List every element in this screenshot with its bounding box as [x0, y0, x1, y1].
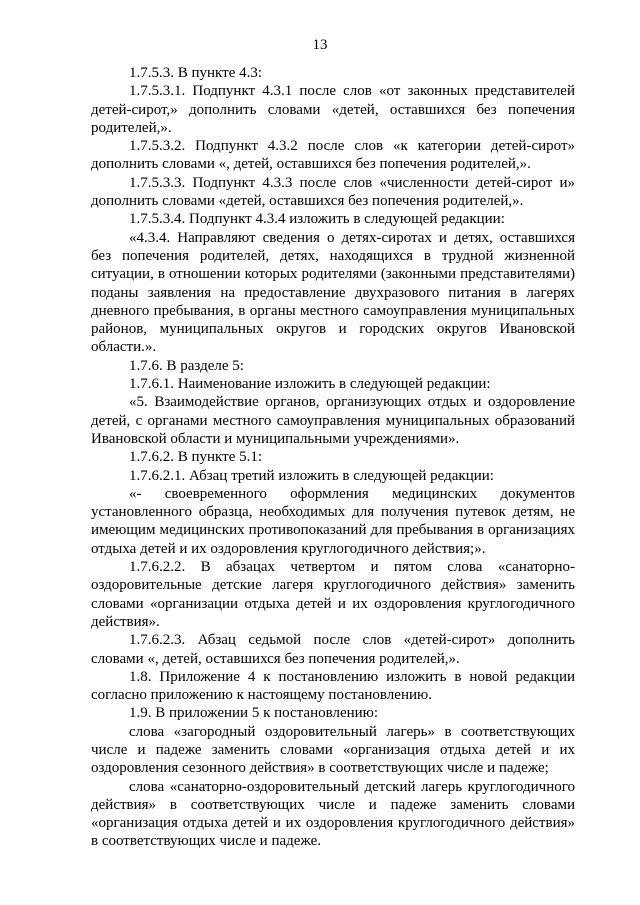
paragraph-1-7-5-3-1: 1.7.5.3.1. Подпункт 4.3.1 после слов «от законных представителей детей-сирот,» дополнить словами «детей, оставшихся без попечения родителей,». [91, 83, 575, 136]
paragraph-quote-abzac-3: «- своевременного оформления медицинских документов установленного образца, необходимых для получения путевок детям, не имеющим медицинских противопоказаний для пребывания в организациях отдыха детей и их оздоровления круглогодичного действия;». [91, 485, 575, 557]
paragraph-1-7-6-2-2: 1.7.6.2.2. В абзацах четвертом и пятом слова «санаторно-оздоровительные детские лагеря круглогодичного действия» заменить словами «организации отдыха детей и их оздоровления круглогодичного действия». [91, 559, 575, 630]
paragraph-1-7-6-2-3: 1.7.6.2.3. Абзац седьмой после слов «детей-сирот» дополнить словами «, детей, оставшихся без попечения родителей,». [91, 632, 575, 667]
paragraph-1-7-6: 1.7.6. В разделе 5: [129, 357, 244, 374]
page-number: 13 [312, 37, 328, 53]
paragraph-1-7-5-3-3: 1.7.5.3.3. Подпункт 4.3.3 после слов «численности детей-сирот и» дополнить словами «детей, оставшихся без попечения родителей,». [91, 174, 575, 210]
paragraph-1-9-words-1: слова «загородный оздоровительный лагерь» в соответствующих числе и падеже заменить словами «организация отдыха детей и их оздоровления сезонного действия» в соответствующих числе и падеже; [91, 723, 575, 777]
document-body [91, 64, 575, 851]
paragraph-1-9: 1.9. В приложении 5 к постановлению: [129, 705, 379, 722]
paragraph-1-7-5-3: 1.7.5.3. В пункте 4.3: [129, 65, 263, 81]
paragraph-quote-section-5: «5. Взаимодействие органов, организующих отдых и оздоровление детей, с органами местного самоуправления муниципальных образований Ивановской области и муниципальными учреждениями». [91, 394, 575, 447]
paragraph-1-7-6-2-1: 1.7.6.2.1. Абзац третий изложить в следующей редакции: [129, 467, 494, 484]
paragraph-1-8: 1.8. Приложение 4 к постановлению изложить в новой редакции согласно приложению к настоящему постановлению. [91, 668, 575, 704]
paragraph-quote-4-3-4: «4.3.4. Направляют сведения о детях-сиротах и детях, оставшихся без попечения родителей, детях, находящихся в трудной жизненной ситуации, в отношении которых родителями (законными представителями) поданы заявления на предоставление двухразового питания в лагерях дневного пребывания, в органы местного самоуправления муниципальных районов, муниципальных округов и городских округов Ивановской области.». [91, 229, 575, 356]
paragraph-1-7-5-3-2: 1.7.5.3.2. Подпункт 4.3.2 после слов «к категории детей-сирот» дополнить словами «, детей, оставшихся без попечения родителей,». [91, 138, 575, 173]
paragraph-1-7-5-3-4: 1.7.5.3.4. Подпункт 4.3.4 изложить в следующей редакции: [129, 211, 505, 228]
paragraph-1-7-6-1: 1.7.6.1. Наименование изложить в следующей редакции: [129, 376, 491, 393]
paragraph-1-9-words-2: слова «санаторно-оздоровительный детский лагерь круглогодичного действия» в соответствующих числе и падеже заменить словами «организация отдыха детей и их оздоровления круглогодичного действия» в соответствующих числе и падеже. [91, 778, 575, 850]
paragraph-1-7-6-2: 1.7.6.2. В пункте 5.1: [129, 449, 263, 466]
